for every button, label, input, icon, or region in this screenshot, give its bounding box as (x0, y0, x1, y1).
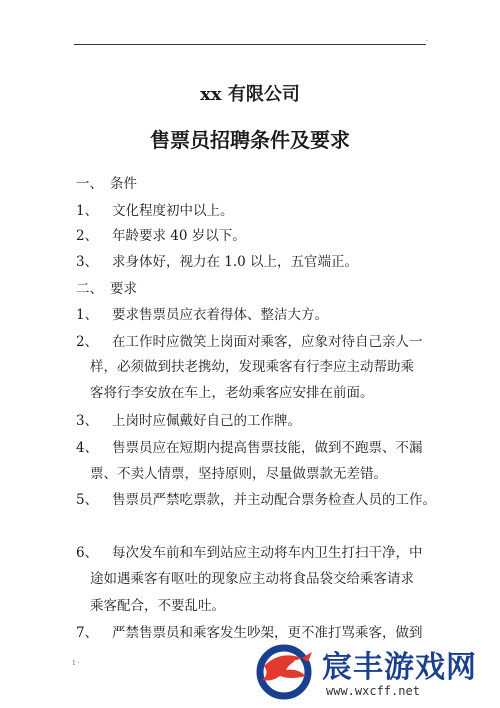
section-number: 二、 (76, 281, 103, 297)
dragon-logo-icon (250, 636, 320, 706)
item-number: 1、 (76, 307, 99, 323)
item-text: 要求售票员应衣着得体、整洁大方。 (112, 307, 328, 323)
header-rule (74, 44, 426, 45)
item-number: 1、 (76, 203, 99, 219)
site-watermark (250, 636, 500, 708)
item-number: 2、 (76, 334, 99, 350)
item-text: 样，必须做到扶老携幼，发现乘客有行李应主动帮助乘 (90, 359, 414, 375)
watermark-site-name: 宸丰游戏网 (322, 650, 477, 685)
item-number: 4、 (76, 440, 99, 456)
item-number: 2、 (76, 228, 99, 244)
item-text: 乘客配合，不要乱吐。 (90, 598, 225, 614)
item-text: 求身体好，视力在 1.0 以上，五官端正。 (112, 254, 359, 270)
item-text: 上岗时应佩戴好自己的工作牌。 (112, 413, 301, 429)
item-text: 票、不卖人情票，坚持原则，尽量做票款无差错。 (90, 466, 387, 482)
item-text: 年龄要求 40 岁以下。 (112, 228, 246, 244)
item-number: 3、 (76, 254, 99, 270)
item-text: 每次发车前和车到站应主动将车内卫生打扫干净，中 (112, 545, 423, 561)
header-mark: · (426, 38, 428, 45)
item-text: 在工作时应微笑上岗面对乘客，应象对待自己亲人一 (112, 334, 423, 350)
item-number: 7、 (76, 625, 99, 641)
item-number: 3、 (76, 413, 99, 429)
item-number: 5、 (76, 492, 99, 508)
item-text: 售票员应在短期内提高售票技能，做到不跑票、不漏 (112, 440, 423, 456)
item-text: 文化程度初中以上。 (112, 203, 234, 219)
company-name: xx 有限公司 (200, 84, 300, 105)
item-number: 6、 (76, 545, 99, 561)
section-heading: 条件 (110, 176, 137, 192)
item-text: 售票员严禁吃票款，并主动配合票务检查人员的工作。 (112, 492, 436, 508)
section-number: 一、 (76, 176, 103, 192)
item-text: 途如遇乘客有呕吐的现象应主动将食品袋交给乘客请求 (90, 571, 414, 587)
page-footer-mark: 1 · (72, 660, 80, 667)
watermark-site-url: www.wxcff.net (326, 684, 420, 698)
section-heading: 要求 (110, 281, 137, 297)
item-text: 客将行李安放在车上，老幼乘客应安排在前面。 (90, 385, 374, 401)
item-text: 严禁售票员和乘客发生吵架，更不准打骂乘客，做到 (112, 625, 423, 641)
document-title: 售票员招聘条件及要求 (150, 128, 350, 152)
